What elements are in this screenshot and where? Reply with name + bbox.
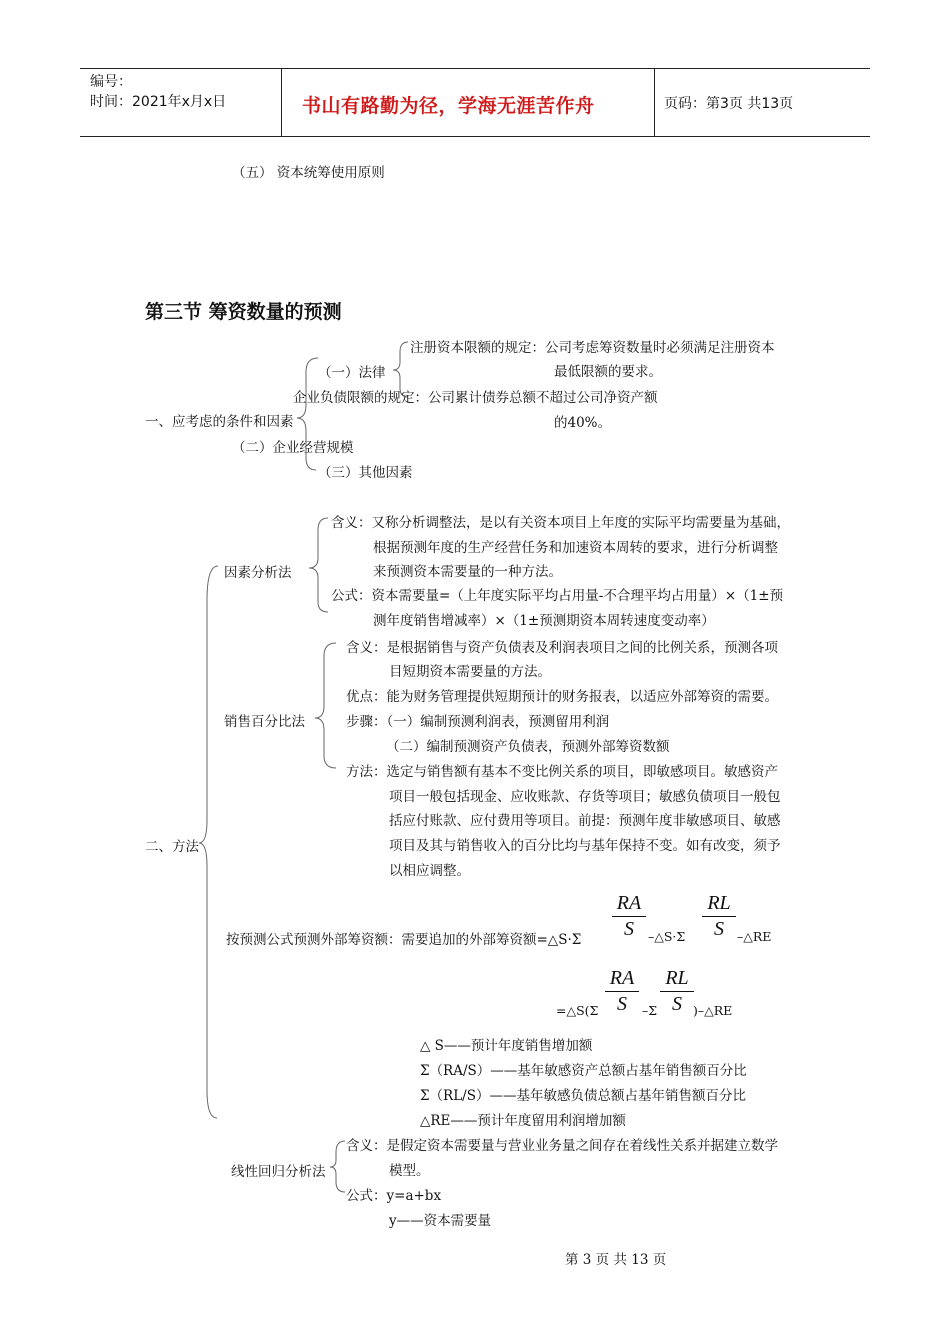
regression-formula: 公式：y=a+bx — [346, 1188, 442, 1204]
def-rl-s: Σ（RL/S）——基年敏感负债总额占基年销售额百分比 — [420, 1088, 746, 1104]
regression-y-def: y——资本需要量 — [389, 1213, 492, 1229]
formula-mid: –△S·Σ — [648, 929, 686, 944]
factor-meaning-line1: 含义：又称分析调整法，是以有关资本项目上年度的实际平均需要量为基础， — [331, 515, 790, 531]
header-time-label: 时间：2021年x月x日 — [90, 94, 227, 110]
methods-brace — [199, 566, 218, 1118]
sales-steps-line2: （二）编制预测资产负债表，预测外部筹资数额 — [386, 739, 670, 755]
regression-meaning-line1: 含义：是假定资本需要量与营业业务量之间存在着线性关系并据建立数学 — [346, 1138, 778, 1154]
formula2-mid: –Σ — [642, 1003, 658, 1018]
regression-label: 线性回归分析法 — [231, 1164, 326, 1180]
factor-formula-line1: 公式：资本需要量=（上年度实际平均占用量-不合理平均占用量）×（1±预 — [331, 588, 784, 604]
intro-item-5: （五） 资本统筹使用原则 — [232, 165, 385, 181]
header-number-label: 编号： — [90, 74, 132, 90]
factor-formula-line2: 测年度销售增减率）×（1±预测期资本周转速度变动率） — [373, 613, 715, 629]
fraction-denominator: S — [714, 918, 724, 940]
sales-meaning-line2: 目短期资本需要量的方法。 — [389, 664, 551, 680]
formula2-start: =△S(Σ — [556, 1003, 599, 1018]
sales-method-line4: 项目及其与销售收入的百分比均与基年保持不变。如有改变，须予 — [389, 838, 781, 854]
def-ra-s: Σ（RA/S）——基年敏感资产总额占基年销售额百分比 — [420, 1063, 747, 1079]
fraction-numerator: RL — [665, 967, 689, 989]
fraction-ra-s-2 — [602, 966, 642, 1015]
header-page-info: 页码：第3页 共13页 — [664, 96, 794, 112]
sales-method-line5: 以相应调整。 — [389, 863, 470, 879]
fraction-rl-s-2 — [657, 966, 697, 1015]
part1-scale: （二）企业经营规模 — [232, 440, 354, 456]
formula2-end: )–△RE — [693, 1003, 733, 1018]
sales-method-line1: 方法：选定与销售额有基本不变比例关系的项目，即敏感项目。敏感资产 — [346, 764, 778, 780]
law-registered-capital-line2: 最低限额的要求。 — [554, 364, 662, 380]
law-debt-limit-line1: 企业负债限额的规定：公司累计债券总额不超过公司净资产额 — [293, 390, 658, 406]
part1-title: 一、应考虑的条件和因素 — [145, 414, 294, 430]
def-delta-re: △RE——预计年度留用利润增加额 — [420, 1113, 626, 1129]
part1-law: （一）法律 — [318, 365, 386, 381]
factor-label: 因素分析法 — [224, 565, 292, 581]
part2-title: 二、方法 — [145, 839, 199, 855]
sales-label: 销售百分比法 — [224, 714, 305, 730]
law-registered-capital-line1: 注册资本限额的规定：公司考虑筹资数量时必须满足注册资本 — [410, 340, 775, 356]
def-delta-s: △ S——预计年度销售增加额 — [420, 1038, 593, 1054]
fraction-bar — [612, 916, 646, 917]
sales-steps-line1: 步骤：（一）编制预测利润表，预测留用利润 — [346, 714, 610, 730]
sales-brace — [315, 643, 336, 768]
fraction-bar — [605, 991, 639, 992]
factor-brace — [309, 518, 328, 612]
fraction-ra-s-1 — [609, 891, 649, 940]
sales-advantage: 优点：能为财务管理提供短期预计的财务报表，以适应外部筹资的需要。 — [346, 689, 778, 705]
regression-meaning-line2: 模型。 — [389, 1163, 430, 1179]
fraction-rl-s-1 — [699, 891, 739, 940]
fraction-numerator: RA — [616, 892, 642, 914]
formula-lead: 按预测公式预测外部筹资额：需要追加的外部筹资额=△S·Σ — [226, 932, 582, 948]
fraction-denominator: S — [624, 918, 634, 940]
formula-end: –△RE — [737, 929, 772, 944]
factor-meaning-line2: 根据预测年度的生产经营任务和加速资本周转的要求，进行分析调整 — [373, 540, 778, 556]
sales-method-line2: 项目一般包括现金、应收账款、存货等项目；敏感负债项目一般包 — [389, 789, 781, 805]
regression-brace — [330, 1141, 345, 1192]
sales-meaning-line1: 含义：是根据销售与资产负债表及利润表项目之间的比例关系，预测各项 — [346, 640, 778, 656]
fraction-bar — [702, 916, 736, 917]
header-motto: 书山有路勤为径，学海无涯苦作舟 — [302, 95, 595, 117]
fraction-denominator: S — [672, 993, 682, 1015]
factor-meaning-line3: 来预测资本需要量的一种方法。 — [373, 564, 562, 580]
law-debt-limit-line2: 的40%。 — [554, 415, 612, 431]
fraction-bar — [660, 991, 694, 992]
sales-method-line3: 括应付账款、应付费用等项目。前提：预测年度非敏感项目、敏感 — [389, 813, 781, 829]
part1-other: （三）其他因素 — [318, 465, 413, 481]
fraction-denominator: S — [617, 993, 627, 1015]
section-title: 第三节 筹资数量的预测 — [145, 301, 342, 323]
fraction-numerator: RA — [609, 967, 635, 989]
fraction-numerator: RL — [707, 892, 731, 914]
footer-page-number: 第 3 页 共 13 页 — [565, 1252, 667, 1268]
